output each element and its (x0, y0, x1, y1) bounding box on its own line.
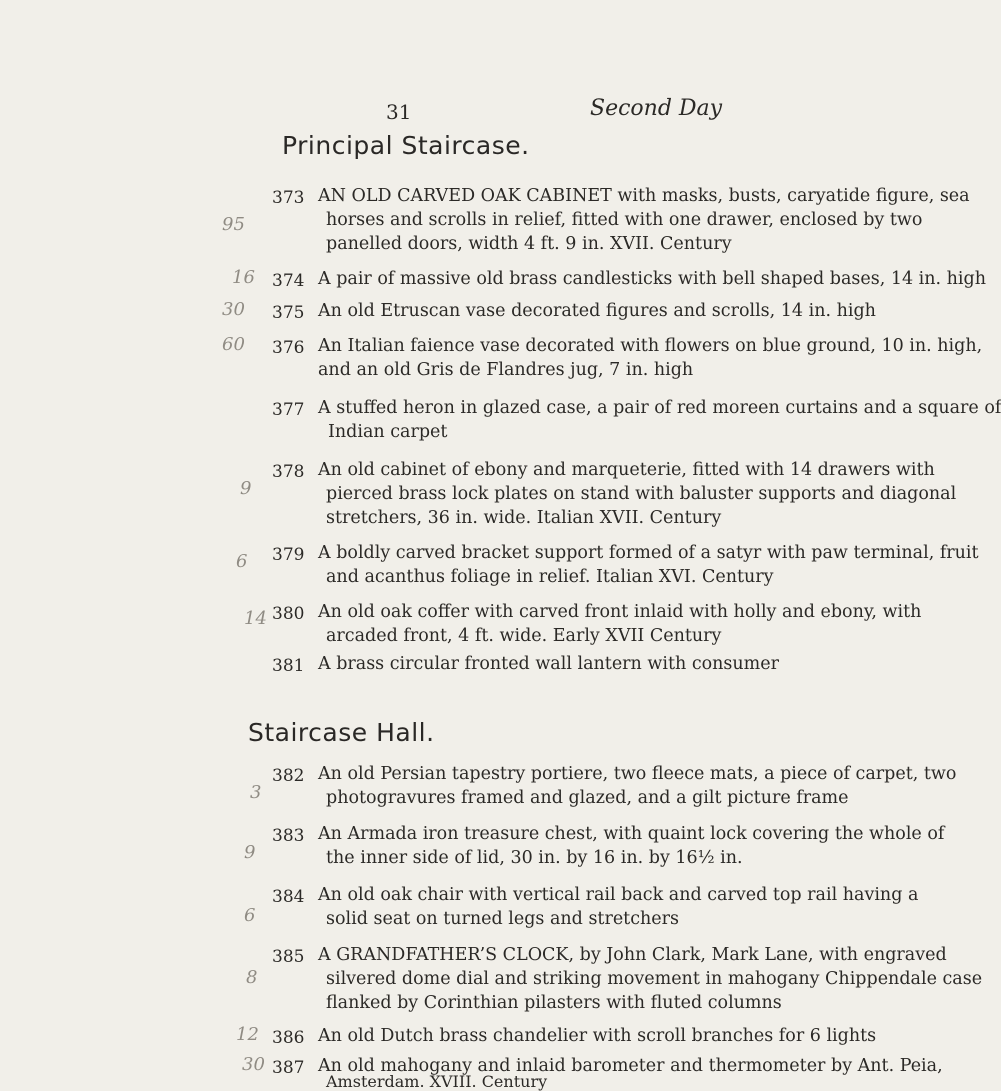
handwritten-annotation: 14 (244, 608, 267, 629)
section-title-principal-staircase: Principal Staircase. (282, 131, 530, 160)
lot-number: 381 (272, 656, 305, 676)
page-number: 31 (386, 100, 412, 124)
lot-number: 385 (272, 947, 305, 967)
handwritten-annotation: 8 (246, 967, 258, 988)
lot-line: An old oak coffer with carved front inlaid with holly and ebony, with (318, 602, 922, 622)
lot-line: A pair of massive old brass candlesticks with bell shaped bases, 14 in. high (318, 269, 986, 289)
handwritten-annotation: 9 (240, 478, 252, 499)
lot-number: 386 (272, 1028, 305, 1048)
lot-line: and an old Gris de Flandres jug, 7 in. high (318, 360, 694, 380)
running-head: Second Day (590, 96, 723, 121)
lot-number: 380 (272, 604, 305, 624)
handwritten-annotation: 16 (232, 267, 255, 288)
lot-number: 377 (272, 400, 305, 420)
handwritten-annotation: 12 (236, 1024, 259, 1045)
lot-line: and acanthus foliage in relief. Italian XVI. Century (326, 567, 774, 587)
lot-line: flanked by Corinthian pilasters with fluted columns (326, 993, 782, 1013)
lot-line: solid seat on turned legs and stretchers (326, 909, 679, 929)
lot-line: A boldly carved bracket support formed of a satyr with paw terminal, fruit (318, 543, 979, 563)
handwritten-annotation: 60 (222, 334, 245, 355)
lot-number: 373 (272, 188, 305, 208)
handwritten-annotation: 95 (222, 214, 245, 235)
lot-line: horses and scrolls in relief, fitted with one drawer, enclosed by two (326, 210, 923, 230)
lot-line: stretchers, 36 in. wide. Italian XVII. Century (326, 508, 722, 528)
lot-line: panelled doors, width 4 ft. 9 in. XVII. Century (326, 234, 732, 254)
lot-line: An Armada iron treasure chest, with quaint lock covering the whole of (318, 824, 945, 844)
lot-number: 387 (272, 1058, 305, 1078)
lot-line: An old Etruscan vase decorated figures and scrolls, 14 in. high (318, 301, 876, 321)
lot-line: An Italian faience vase decorated with flowers on blue ground, 10 in. high, (318, 336, 983, 356)
lot-number: 375 (272, 303, 305, 323)
lot-line: An old oak chair with vertical rail back and carved top rail having a (318, 885, 919, 905)
lot-line: A GRANDFATHER’S CLOCK, by John Clark, Mark Lane, with engraved (318, 945, 947, 965)
handwritten-annotation: 6 (236, 551, 248, 572)
lot-line: An old Dutch brass chandelier with scroll branches for 6 lights (318, 1026, 877, 1046)
lot-line: photogravures framed and glazed, and a gilt picture frame (326, 788, 849, 808)
handwritten-annotation: 3 (250, 782, 262, 803)
lot-line: An old mahogany and inlaid barometer and thermometer by Ant. Peia, (318, 1056, 943, 1076)
lot-line: arcaded front, 4 ft. wide. Early XVII Century (326, 626, 722, 646)
lot-number: 379 (272, 545, 305, 565)
lot-line: the inner side of lid, 30 in. by 16 in. by 16½ in. (326, 848, 743, 868)
lot-number: 378 (272, 462, 305, 482)
lot-line: An old Persian tapestry portiere, two fleece mats, a piece of carpet, two (318, 764, 957, 784)
section-title-staircase-hall: Staircase Hall. (248, 718, 435, 747)
lot-number: 374 (272, 271, 305, 291)
handwritten-annotation: 6 (244, 905, 256, 926)
lot-number: 384 (272, 887, 305, 907)
handwritten-annotation: 30 (222, 299, 245, 320)
handwritten-annotation: 30 (242, 1054, 265, 1075)
lot-line: An old cabinet of ebony and marqueterie, fitted with 14 drawers with (318, 460, 935, 480)
lot-line: A brass circular fronted wall lantern with consumer (318, 654, 779, 674)
handwritten-annotation: 9 (244, 842, 256, 863)
lot-line: Indian carpet (328, 422, 448, 442)
lot-number: 376 (272, 338, 305, 358)
lot-line: A stuffed heron in glazed case, a pair of red moreen curtains and a square of (318, 398, 1001, 418)
lot-line: AN OLD CARVED OAK CABINET with masks, busts, caryatide figure, sea (318, 186, 970, 206)
lot-line: pierced brass lock plates on stand with baluster supports and diagonal (326, 484, 957, 504)
lot-number: 382 (272, 766, 305, 786)
lot-number: 383 (272, 826, 305, 846)
lot-line: Amsterdam. XVIII. Century (326, 1072, 548, 1091)
lot-line: silvered dome dial and striking movement in mahogany Chippendale case (326, 969, 983, 989)
